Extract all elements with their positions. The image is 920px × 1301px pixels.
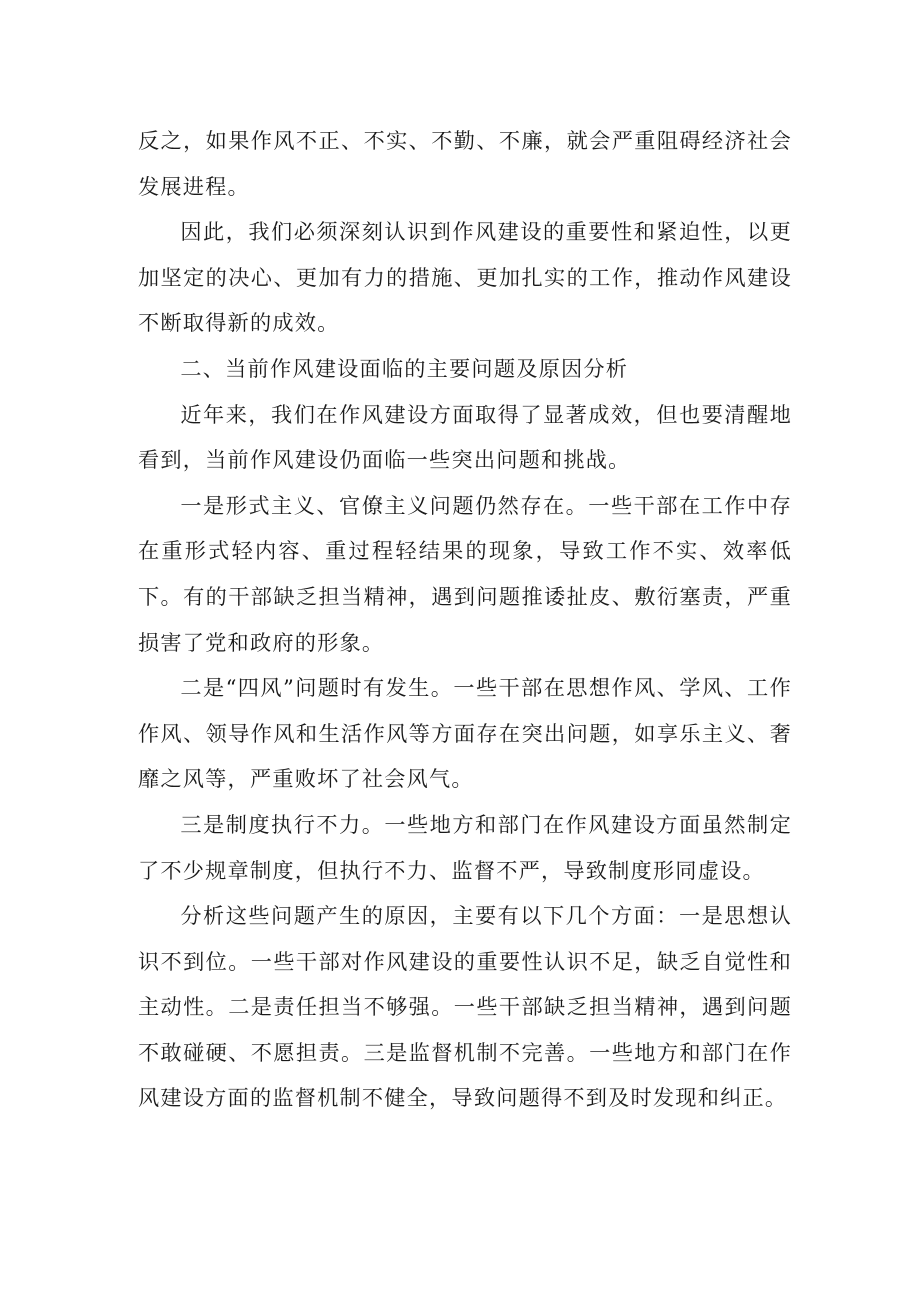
paragraph: 三是制度执行不力。一些地方和部门在作风建设方面虽然制定了不少规章制度，但执行不力、监督不严，导致制度形同虚设。 xyxy=(138,811,792,883)
paragraph: 近年来，我们在作风建设方面取得了显著成效，但也要清醒地看到，当前作风建设仍面临一些突出问题和挑战。 xyxy=(138,401,792,473)
section-heading: 二、当前作风建设面临的主要问题及原因分析 xyxy=(180,355,629,381)
document-body xyxy=(138,118,792,1121)
paragraph: 一是形式主义、官僚主义问题仍然存在。一些干部在工作中存在重形式轻内容、重过程轻结果的现象，导致工作不实、效率低下。有的干部缺乏担当精神，遇到问题推诿扯皮、敷衍塞责，严重损害了党和政府的形象。 xyxy=(138,492,792,655)
paragraph: 二是“四风”问题时有发生。一些干部在思想作风、学风、工作作风、领导作风和生活作风等方面存在突出问题，如享乐主义、奢靡之风等，严重败坏了社会风气。 xyxy=(138,675,792,792)
paragraph: 分析这些问题产生的原因，主要有以下几个方面：一是思想认识不到位。一些干部对作风建设的重要性认识不足，缺乏自觉性和主动性。二是责任担当不够强。一些干部缺乏担当精神，遇到问题不敢碰硬、不愿担责。三是监督机制不完善。一些地方和部门在作风建设方面的监督机制不健全，导致问题得不到及时发现和纠正。 xyxy=(138,903,792,1111)
paragraph: 因此，我们必须深刻认识到作风建设的重要性和紧迫性，以更加坚定的决心、更加有力的措施、更加扎实的工作，推动作风建设不断取得新的成效。 xyxy=(138,219,792,336)
paragraph-continuation: 反之，如果作风不正、不实、不勤、不廉，就会严重阻碍经济社会发展进程。 xyxy=(138,128,792,199)
